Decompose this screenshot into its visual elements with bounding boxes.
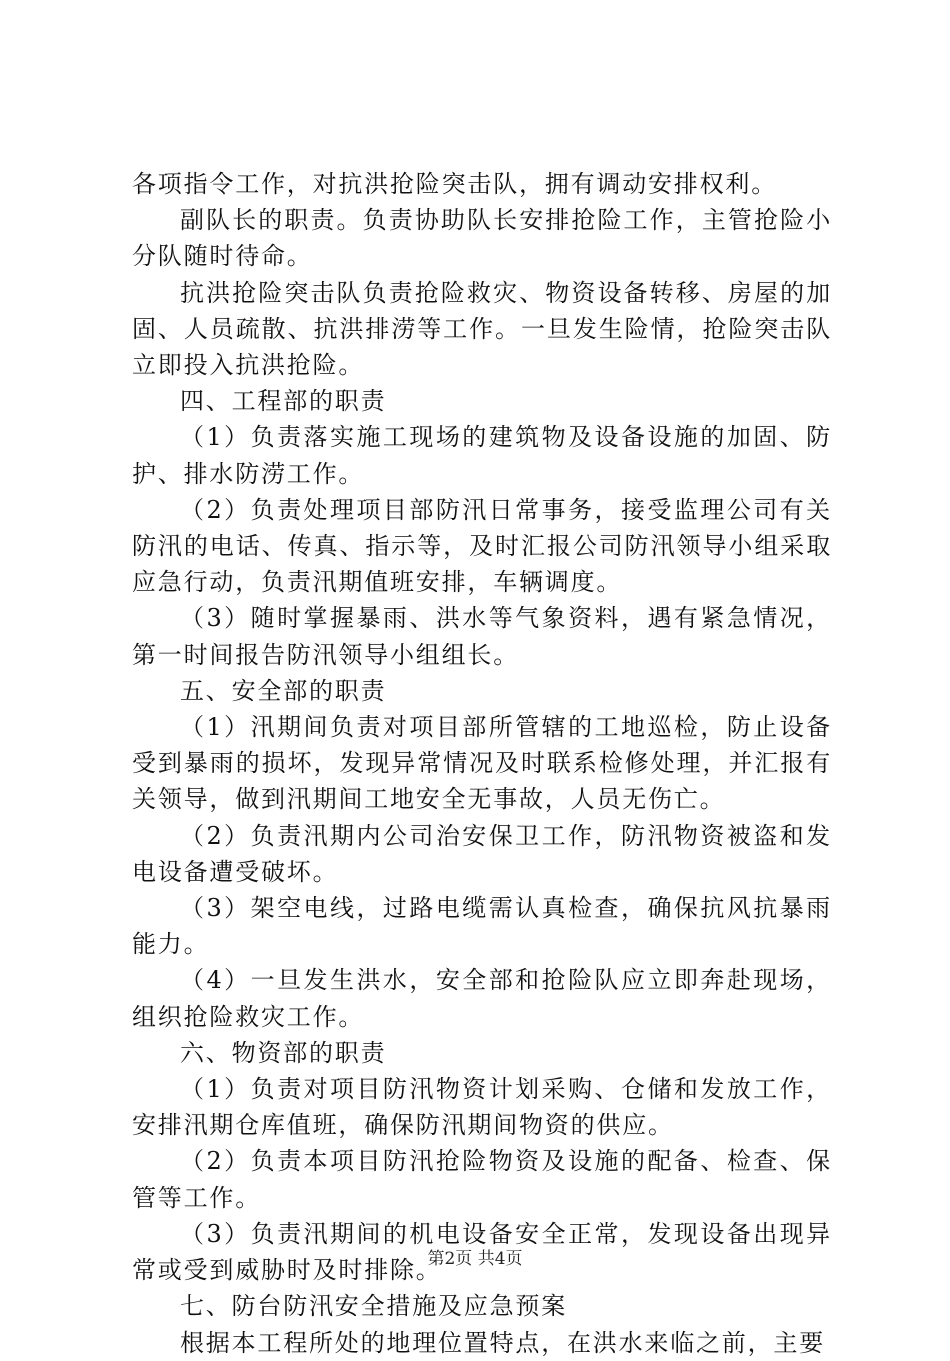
document-body xyxy=(132,166,832,1361)
paragraph: （3）随时掌握暴雨、洪水等气象资料，遇有紧急情况，第一时间报告防汛领导小组组长。 xyxy=(132,604,832,669)
paragraph: （3）负责汛期间的机电设备安全正常，发现设备出现异常或受到威胁时及时排除。 xyxy=(132,1219,832,1285)
paragraph: （1）汛期间负责对项目部所管辖的工地巡检，防止设备受到暴雨的损坏，发现异常情况及时联系检修处理，并汇报有关领导，做到汛期间工地安全无事故，人员无伤亡。 xyxy=(132,713,832,814)
paragraph: （1）负责对项目防汛物资计划采购、仓储和发放工作，安排汛期仓库值班，确保防汛期间物资的供应。 xyxy=(132,1075,832,1140)
section-heading: 六、物资部的职责 xyxy=(180,1038,387,1067)
paragraph: 副队长的职责。负责协助队长安排抢险工作，主管抢险小分队随时待命。 xyxy=(132,206,832,271)
paragraph: 根据本工程所处的地理位置特点，在洪水来临之前，主要 xyxy=(180,1328,825,1357)
page-footer: 第2页 共4页 xyxy=(427,1249,523,1269)
paragraph: （4）一旦发生洪水，安全部和抢险队应立即奔赴现场，组织抢险救灾工作。 xyxy=(132,966,832,1031)
paragraph: （2）负责汛期内公司治安保卫工作，防汛物资被盗和发电设备遭受破坏。 xyxy=(132,821,832,886)
section-heading: 七、防台防汛安全措施及应急预案 xyxy=(180,1292,567,1321)
paragraph: （2）负责处理项目部防汛日常事务，接受监理公司有关防汛的电话、传真、指示等，及时汇报公司防汛领导小组采取应急行动，负责汛期值班安排，车辆调度。 xyxy=(132,495,832,597)
paragraph: （3）架空电线，过路电缆需认真检查，确保抗风抗暴雨能力。 xyxy=(132,894,832,959)
section-heading: 四、工程部的职责 xyxy=(180,387,387,416)
paragraph: （2）负责本项目防汛抢险物资及设施的配备、检查、保管等工作。 xyxy=(132,1147,832,1212)
paragraph: （1）负责落实施工现场的建筑物及设备设施的加固、防护、排水防涝工作。 xyxy=(132,423,832,488)
section-heading: 五、安全部的职责 xyxy=(180,676,387,705)
paragraph: 各项指令工作，对抗洪抢险突击队，拥有调动安排权利。 xyxy=(132,170,777,198)
paragraph: 抗洪抢险突击队负责抢险救灾、物资设备转移、房屋的加固、人员疏散、抗洪排涝等工作。一旦发生险情，抢险突击队立即投入抗洪抢险。 xyxy=(132,278,832,380)
